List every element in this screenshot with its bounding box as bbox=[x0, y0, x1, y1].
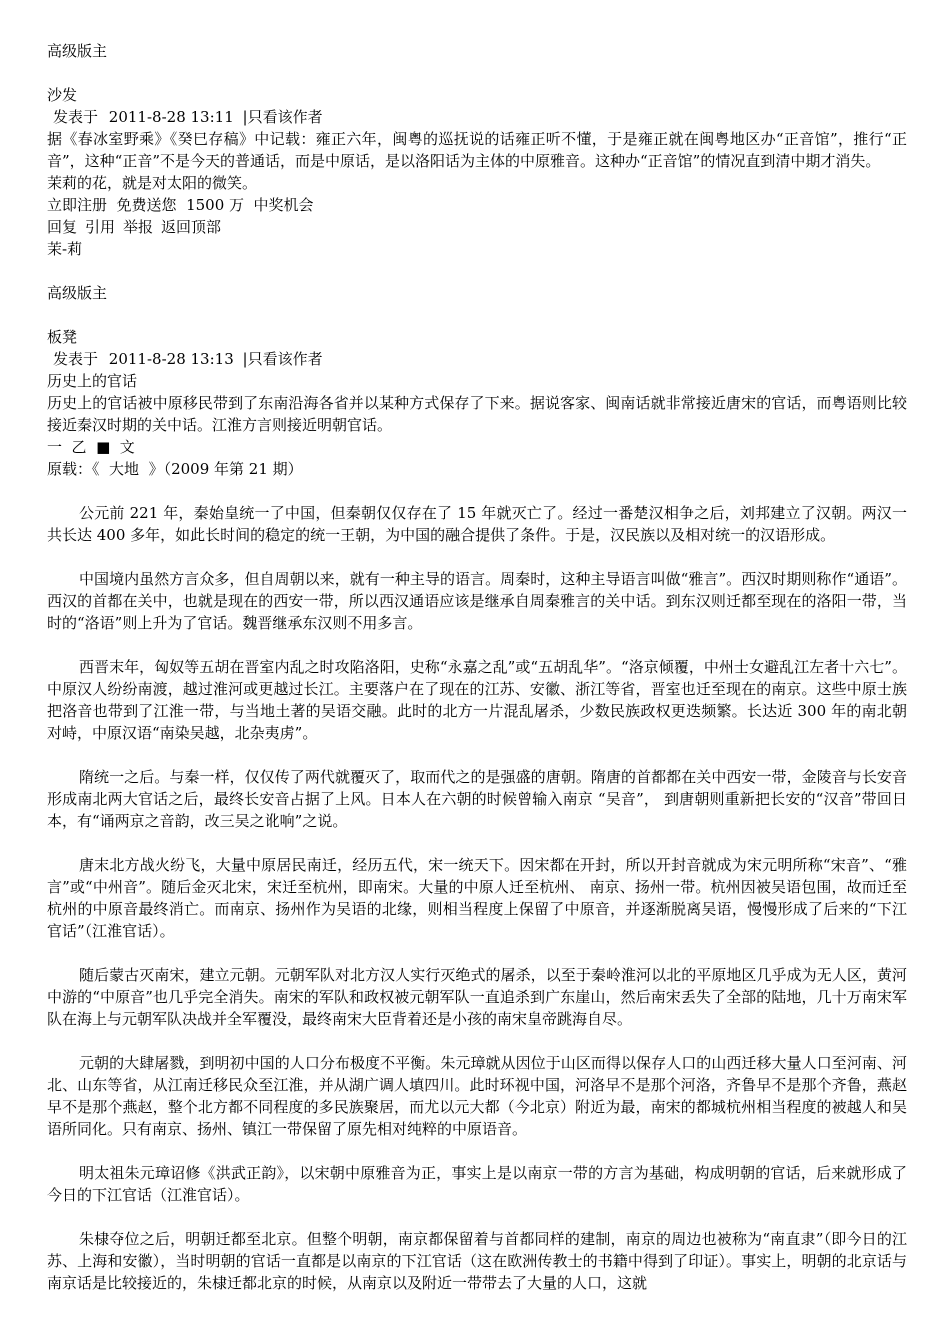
post1-signature: 茉莉的花，就是对太阳的微笑。 bbox=[47, 174, 258, 192]
forum-thread-page bbox=[47, 40, 907, 1294]
article-paragraph: 唐末北方战火纷飞，大量中原居民南迁，经历五代，宋一统天下。因宋都在开封，所以开封音就成为宋元明所称“宋音”、“雅言”或“中州音”。随后金灭北宋，宋迁至杭州，即南宋。大量的中原人迁至杭州、 南京、扬州一带。杭州因被吴语包围，故而迁至杭州的中原音最终消亡。而南京、扬州作为吴语的北缘，则相当程度上保留了中原音，并逐渐脱离吴语，慢慢形成了后来的“下江官话”（江淮官话）。 bbox=[47, 856, 907, 940]
post1-meta bbox=[47, 106, 907, 128]
post2-view-author-link[interactable]: |只看该作者 bbox=[242, 350, 323, 368]
post2-author-line: 一 乙 ■ 文 bbox=[47, 438, 135, 456]
post1-posted-time: 2011-8-28 13:11 bbox=[108, 108, 234, 126]
post1-posted-label: 发表于 bbox=[53, 108, 99, 126]
post2-username[interactable]: 茉-莉 bbox=[47, 240, 83, 258]
report-link[interactable]: 举报 bbox=[123, 218, 154, 236]
post1-actions bbox=[47, 216, 907, 238]
article-paragraph: 公元前 221 年，秦始皇统一了中国，但秦朝仅仅存在了 15 年就灭亡了。经过一番楚汉相争之后，刘邦建立了汉朝。两汉一共长达 400 多年，如此长时间的稳定的统一王朝，为中国的融合提供了条件。于是，汉民族以及相对统一的汉语形成。 bbox=[47, 504, 907, 544]
article-paragraph: 朱棣夺位之后，明朝迁都至北京。但整个明朝，南京都保留着与首都同样的建制，南京的周边也被称为“南直隶”（即今日的江苏、上海和安徽），当时明朝的官话一直都是以南京的下江官话（这在欧洲传教士的书籍中得到了印证）。事实上，明朝的北京话与南京话是比较接近的，朱棣迁都北京的时候，从南京以及附近一带带去了大量的人口，这就 bbox=[47, 1230, 907, 1292]
post1-register-ad[interactable]: 立即注册 免费送您 1500 万 中奖机会 bbox=[47, 196, 314, 214]
post1-body: 据《春冰室野乘》《癸巳存稿》中记载：雍正六年，闽粤的巡抚说的话雍正听不懂，于是雍正就在闽粤地区办“正音馆”，推行“正音”，这种“正音”不是今天的普通话，而是中原话，是以洛阳话为主体的中原雅音。这种办“正音馆”的情况直到清中期才消失。 bbox=[47, 130, 907, 170]
post2-posted-label: 发表于 bbox=[53, 350, 99, 368]
post2-posted-time: 2011-8-28 13:13 bbox=[108, 350, 234, 368]
article-paragraph: 明太祖朱元璋诏修《洪武正韵》，以宋朝中原雅音为正，事实上是以南京一带的方言为基础，构成明朝的官话，后来就形成了今日的下江官话（江淮官话）。 bbox=[47, 1164, 907, 1204]
post2-role: 高级版主 bbox=[47, 284, 108, 302]
article-paragraph: 中国境内虽然方言众多，但自周朝以来，就有一种主导的语言。周秦时，这种主导语言叫做“雅言”。西汉时期则称作“通语”。西汉的首都在关中，也就是现在的西安一带，所以西汉通语应该是继承自周秦雅言的关中话。到东汉则迁都至现在的洛阳一带，当时的“洛语”则上升为了官话。魏晋继承东汉则不用多言。 bbox=[47, 570, 907, 632]
article-paragraph: 随后蒙古灭南宋，建立元朝。元朝军队对北方汉人实行灭绝式的屠杀，以至于秦岭淮河以北的平原地区几乎成为无人区，黄河中游的“中原音”也几乎完全消失。南宋的军队和政权被元朝军队一直追杀到广东崖山，然后南宋丢失了全部的陆地，几十万南宋军队在海上与元朝军队决战并全军覆没，最终南宋大臣背着还是小孩的南宋皇帝跳海自尽。 bbox=[47, 966, 907, 1028]
article-paragraph: 西晋末年，匈奴等五胡在晋室内乱之时攻陷洛阳，史称“永嘉之乱”或“五胡乱华”。“洛京倾覆，中州士女避乱江左者十六七”。中原汉人纷纷南渡，越过淮河或更越过长江。主要落户在了现在的江苏、安徽、浙江等省，晋室也迁至现在的南京。这些中原士族把洛音也带到了江淮一带，与当地土著的吴语交融。此时的北方一片混乱屠杀，少数民族政权更迭频繁。长达近 300 年的南北朝对峙，中原汉语“南染吴越，北杂夷虏”。 bbox=[47, 658, 907, 742]
post2-meta bbox=[47, 348, 907, 370]
post2-title: 历史上的官话 bbox=[47, 372, 138, 390]
post1-position: 沙发 bbox=[47, 86, 78, 104]
back-to-top-link[interactable]: 返回顶部 bbox=[161, 218, 222, 236]
quote-link[interactable]: 引用 bbox=[85, 218, 116, 236]
article-paragraph: 元朝的大肆屠戮，到明初中国的人口分布极度不平衡。朱元璋就从因位于山区而得以保存人口的山西迁移大量人口至河南、河北、山东等省，从江南迁移民众至江淮，并从湖广调人填四川。此时环视中国，河洛早不是那个河洛，齐鲁早不是那个齐鲁，燕赵早不是那个燕赵，整个北方都不同程度的多民族聚居，而尤以元大都（今北京）附近为最，南宋的都城杭州相当程度的被越人和吴语所同化。只有南京、扬州、镇江一带保留了原先相对纯粹的中原语音。 bbox=[47, 1054, 907, 1138]
reply-link[interactable]: 回复 bbox=[47, 218, 78, 236]
post1-view-author-link[interactable]: |只看该作者 bbox=[242, 108, 323, 126]
post2-source: 原载：《 大地 》（2009 年第 21 期） bbox=[47, 460, 303, 478]
article-paragraph: 隋统一之后。与秦一样，仅仅传了两代就覆灭了，取而代之的是强盛的唐朝。隋唐的首都都在关中西安一带，金陵音与长安音形成南北两大官话之后，最终长安音占据了上风。日本人在六朝的时候曾输入南京 “吴音”， 到唐朝则重新把长安的“汉音”带回日本，有“诵两京之音韵，改三吴之讹响”之说。 bbox=[47, 768, 907, 830]
post2-summary: 历史上的官话被中原移民带到了东南沿海各省并以某种方式保存了下来。据说客家、闽南话就非常接近唐宋的官话，而粤语则比较接近秦汉时期的关中话。江淮方言则接近明朝官话。 bbox=[47, 394, 907, 434]
post2-position: 板凳 bbox=[47, 328, 78, 346]
post1-role: 高级版主 bbox=[47, 42, 108, 60]
